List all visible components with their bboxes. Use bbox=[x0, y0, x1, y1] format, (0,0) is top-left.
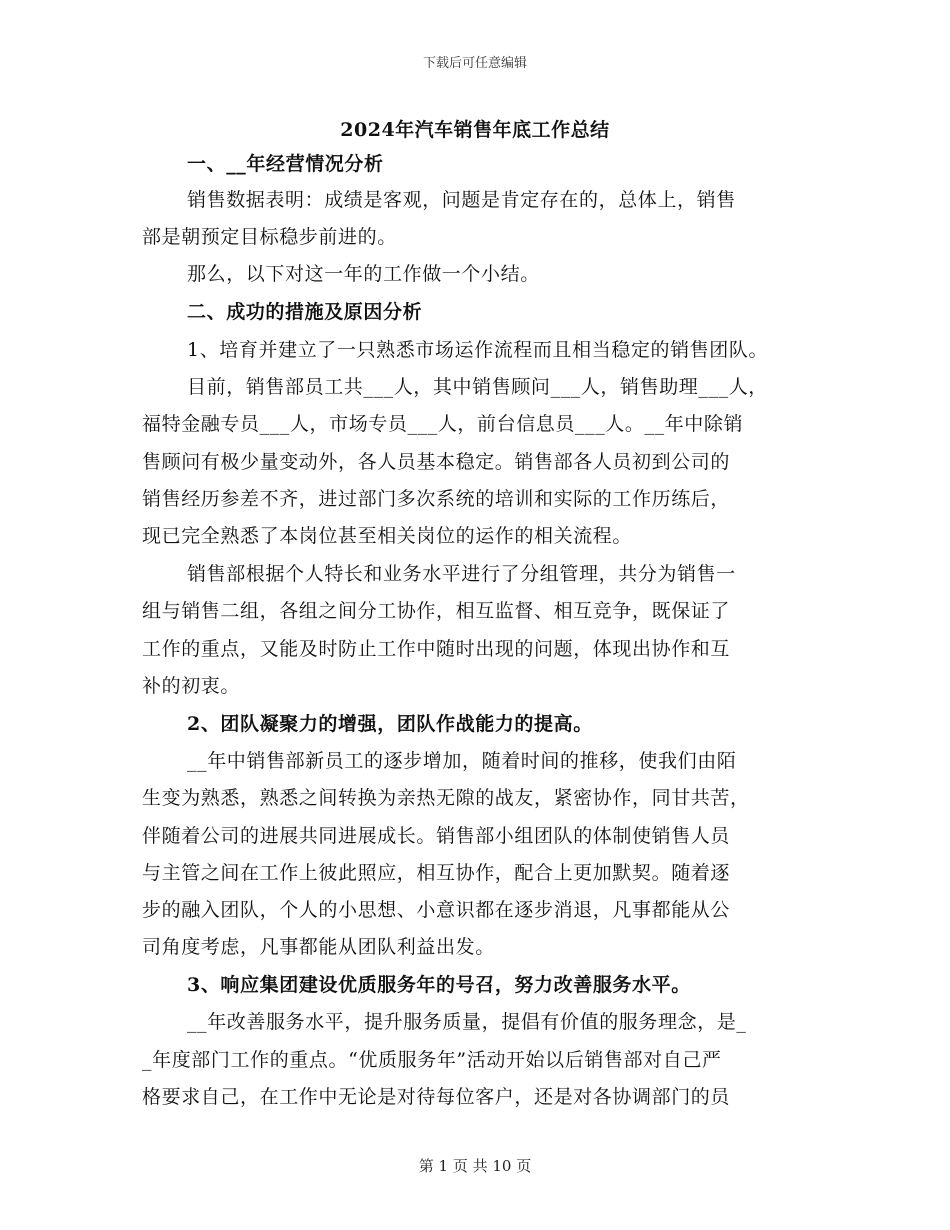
paragraph-line: _年度部门工作的重点。“优质服务年”活动开始以后销售部对自己严 bbox=[142, 1049, 722, 1071]
section-heading: 一、__年经营情况分析 bbox=[187, 153, 384, 175]
paragraph-line: 福特金融专员___人，市场专员___人，前台信息员___人。__年中除销 bbox=[142, 413, 744, 435]
paragraph-line: 现已完全熟悉了本岗位甚至相关岗位的运作的相关流程。 bbox=[142, 525, 633, 547]
header-note: 下载后可任意编辑 bbox=[422, 56, 527, 71]
paragraph-line: 销售经历参差不齐，进过部门多次系统的培训和实际的工作历练后， bbox=[142, 488, 731, 510]
paragraph-line: 生变为熟悉，熟悉之间转换为亲热无隙的战友，紧密协作，同甘共苦， bbox=[142, 787, 750, 809]
page-footer: 第 1 页 共 10 页 bbox=[418, 1157, 532, 1175]
section-heading: 2、团队凝聚力的增强，团队作战能力的提高。 bbox=[187, 713, 593, 735]
paragraph-line: 1、培育并建立了一只熟悉市场运作流程而且相当稳定的销售团队。 bbox=[187, 339, 769, 361]
paragraph-line: 与主管之间在工作上彼此照应，相互协作，配合上更加默契。随着逐 bbox=[142, 862, 731, 884]
paragraph-line: 伴随着公司的进展共同进展成长。销售部小组团队的体制使销售人员 bbox=[142, 825, 731, 847]
section-heading: 二、成功的措施及原因分析 bbox=[187, 301, 423, 323]
paragraph-line: 补的初衷。 bbox=[142, 675, 241, 697]
paragraph-line: 那么，以下对这一年的工作做一个小结。 bbox=[187, 263, 540, 285]
paragraph-line: __年改善服务水平，提升服务质量，提倡有价值的服务理念，是_ bbox=[187, 1011, 747, 1033]
section-heading: 3、响应集团建设优质服务年的号召，努力改善服务水平。 bbox=[187, 974, 691, 996]
paragraph-line: 部是朝预定目标稳步前进的。 bbox=[142, 226, 397, 248]
paragraph-line: 组与销售二组，各组之间分工协作，相互监督、相互竞争，既保证了 bbox=[142, 600, 731, 622]
paragraph-line: 销售部根据个人特长和业务水平进行了分组管理，共分为销售一 bbox=[187, 563, 736, 585]
paragraph-line: 格要求自己，在工作中无论是对待每位客户，还是对各协调部门的员 bbox=[142, 1086, 731, 1108]
paragraph-line: __年中销售部新员工的逐步增加，随着时间的推移，使我们由陌 bbox=[187, 750, 737, 772]
paragraph-line: 司角度考虑，凡事都能从团队利益出发。 bbox=[142, 936, 495, 958]
paragraph-line: 销售数据表明：成绩是客观，问题是肯定存在的，总体上，销售 bbox=[187, 189, 736, 211]
document-title: 2024年汽车销售年底工作总结 bbox=[340, 119, 610, 141]
paragraph-line: 工作的重点，又能及时防止工作中随时出现的问题，体现出协作和互 bbox=[142, 638, 731, 660]
paragraph-line: 步的融入团队，个人的小思想、小意识都在逐步消退，凡事都能从公 bbox=[142, 899, 731, 921]
paragraph-line: 售顾问有极少量变动外，各人员基本稳定。销售部各人员初到公司的 bbox=[142, 451, 731, 473]
paragraph-line: 目前，销售部员工共___人，其中销售顾问___人，销售助理___人， bbox=[187, 376, 768, 398]
